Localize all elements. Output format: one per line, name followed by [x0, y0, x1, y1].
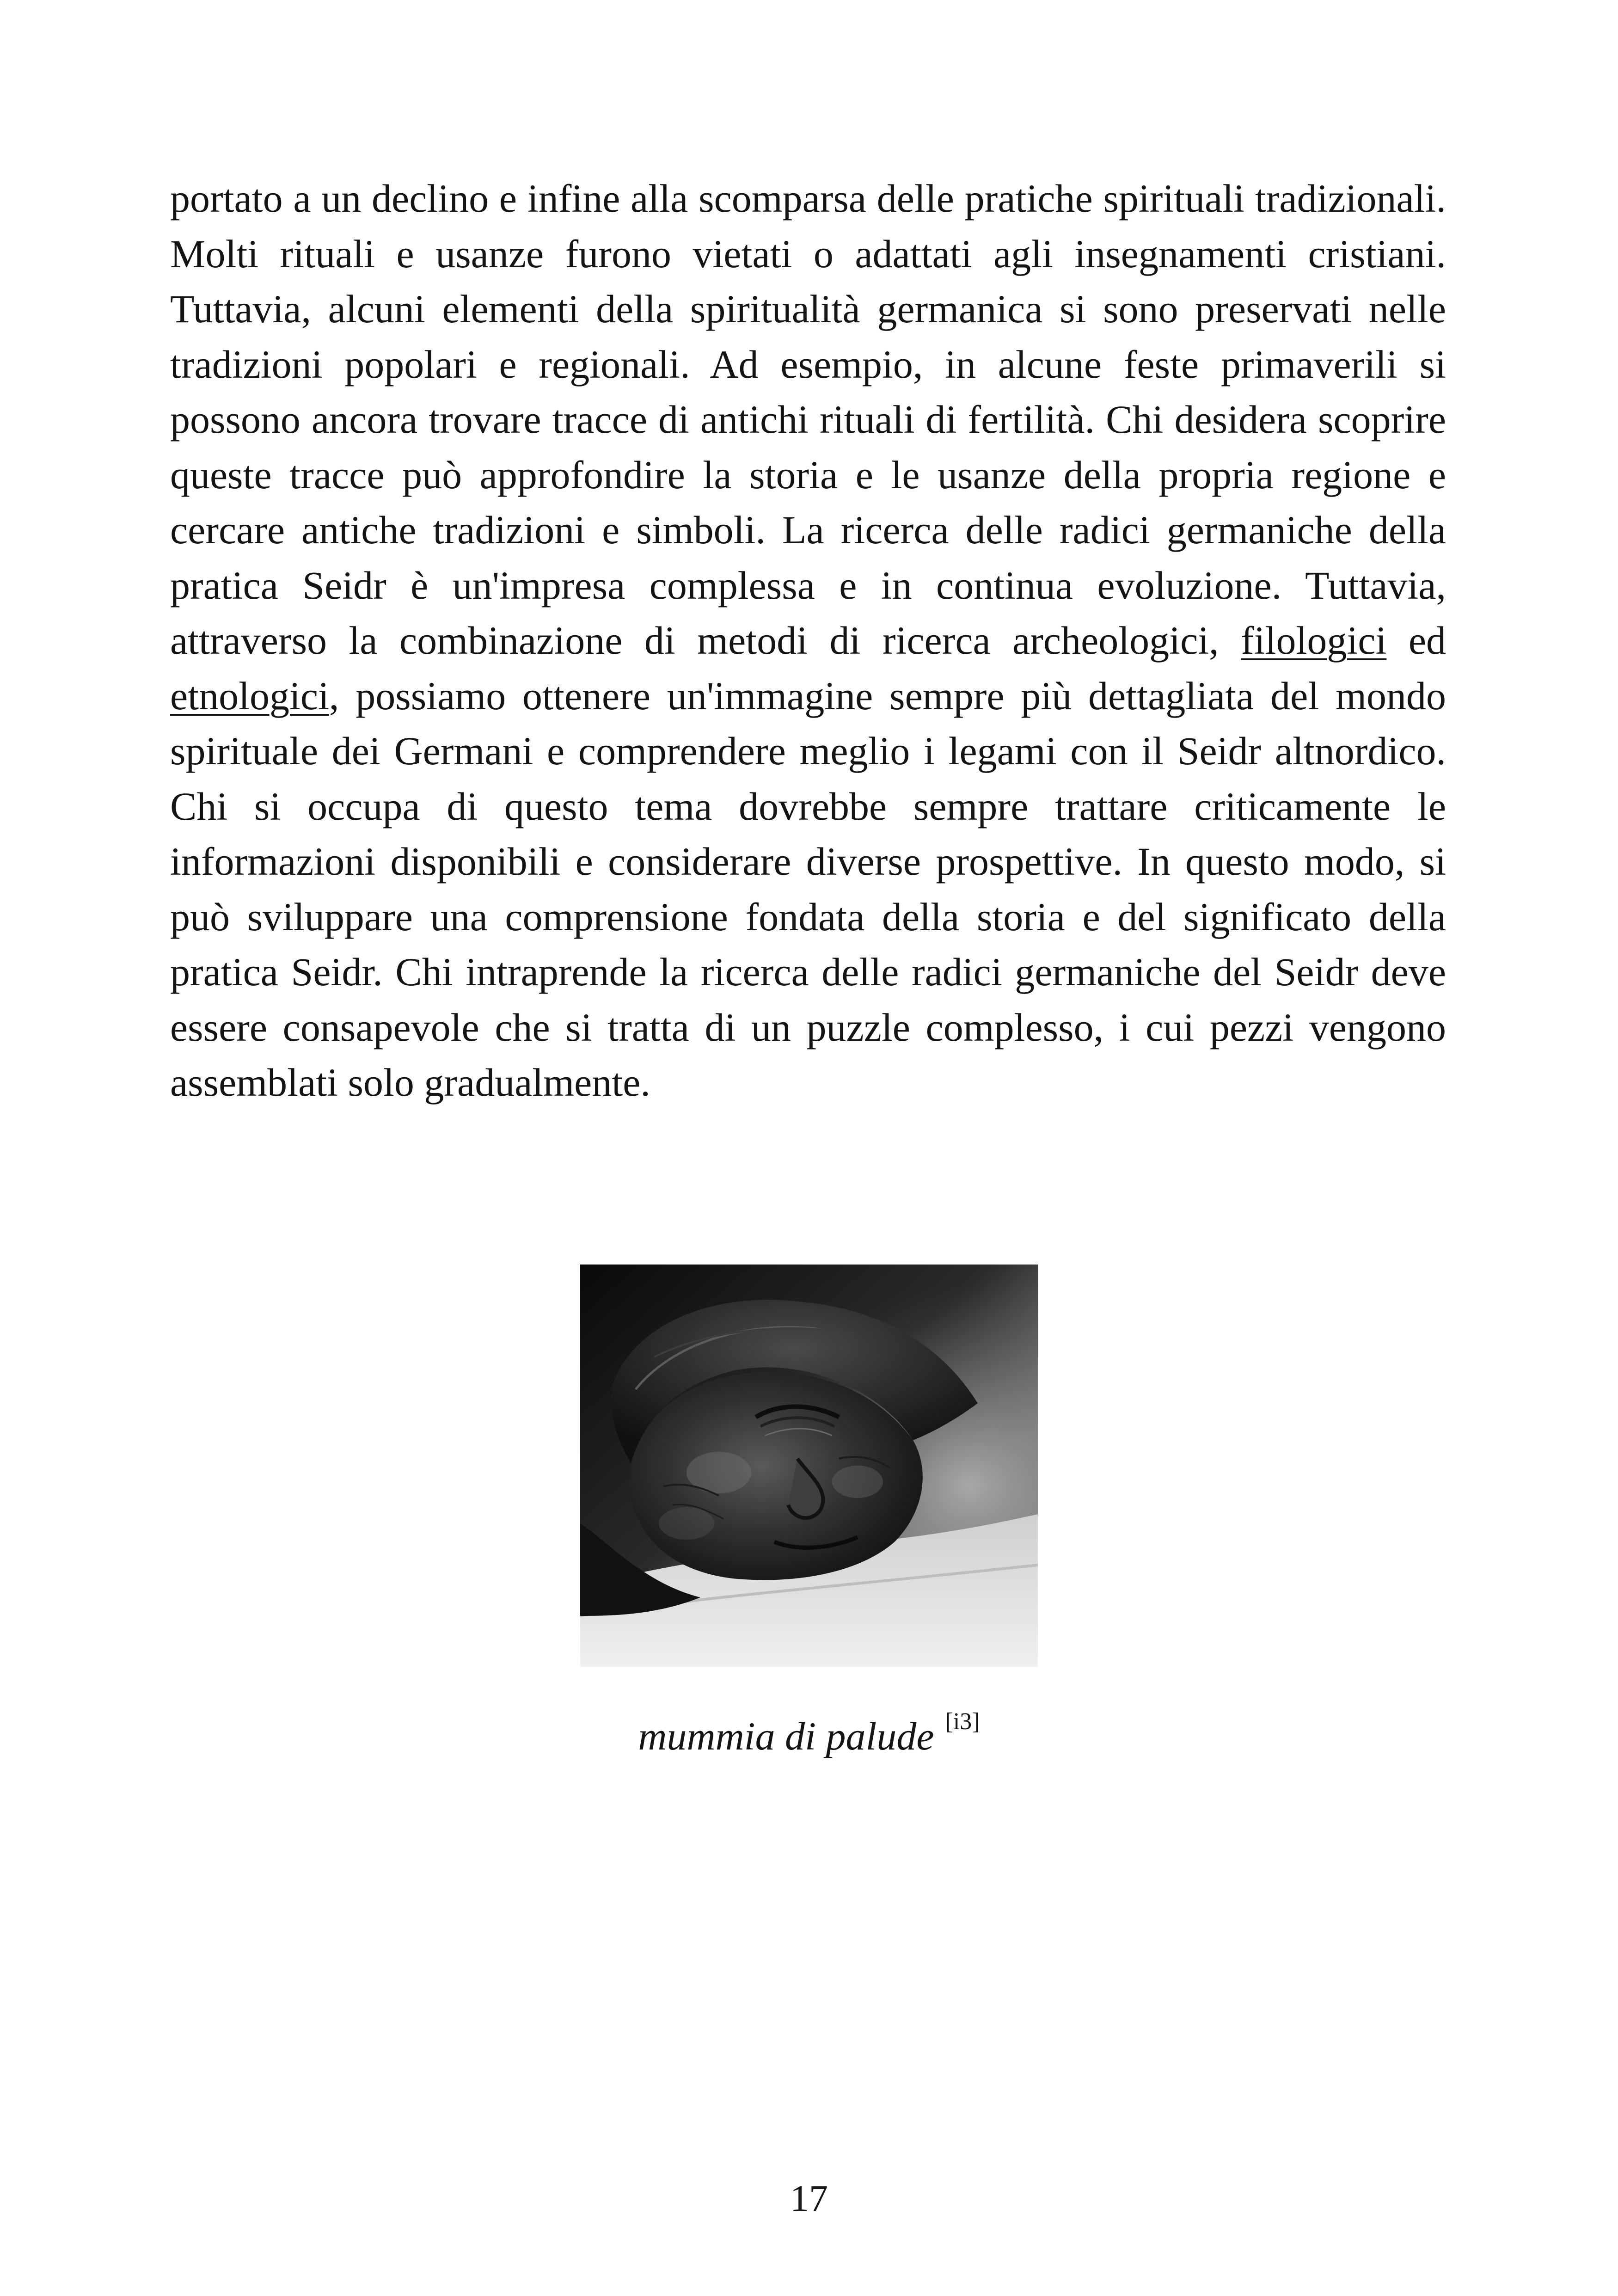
bog-mummy-photo — [580, 1265, 1038, 1667]
link-filologici[interactable]: filologici — [1241, 618, 1387, 663]
paragraph-text-part-3: , possiamo ottenere un'immagine sempre più dettagliata del mondo spirituale dei Germani e comprendere meglio i legami con il Seidr altnordico. Chi si occupa di questo tema dovrebbe sempre trattare criticamente le informazioni disponibili e considerare diverse prospettive. In questo modo, si può sviluppare una comprensione fondata della storia e del significato della pratica Seidr. Chi intraprende la ricerca delle radici germaniche del Seidr deve essere consapevole che si tratta di un puzzle complesso, i cui pezzi vengono assemblati solo gradualmente. — [170, 673, 1446, 1105]
paragraph-text-part-2: ed — [1386, 618, 1446, 663]
figure-caption — [0, 1708, 1618, 1765]
link-etnologici[interactable]: etnologici — [170, 673, 329, 718]
caption-text: mummia di palude — [638, 1714, 934, 1758]
body-paragraph — [170, 171, 1446, 1111]
paragraph-text-part-1: portato a un declino e infine alla scomparsa delle pratiche spirituali tradizionali. Molti rituali e usanze furono vietati o adattati agli insegnamenti cristiani. Tuttavia, alcuni elementi della spiritualità germanica si sono preservati nelle tradizioni popolari e regionali. Ad esempio, in alcune feste primaverili si possono ancora trovare tracce di antichi rituali di fertilità. Chi desidera scoprire queste tracce può approfondire la storia e le usanze della propria regione e cercare antiche tradizioni e simboli. La ricerca delle radici germaniche della pratica Seidr è un'impresa complessa e in continua evoluzione. Tuttavia, attraverso la combinazione di metodi di ricerca archeologici, — [170, 176, 1446, 663]
image-reference: [i3] — [945, 1708, 980, 1735]
page-number: 17 — [790, 2177, 828, 2219]
bog-mummy-illustration — [580, 1265, 1038, 1667]
